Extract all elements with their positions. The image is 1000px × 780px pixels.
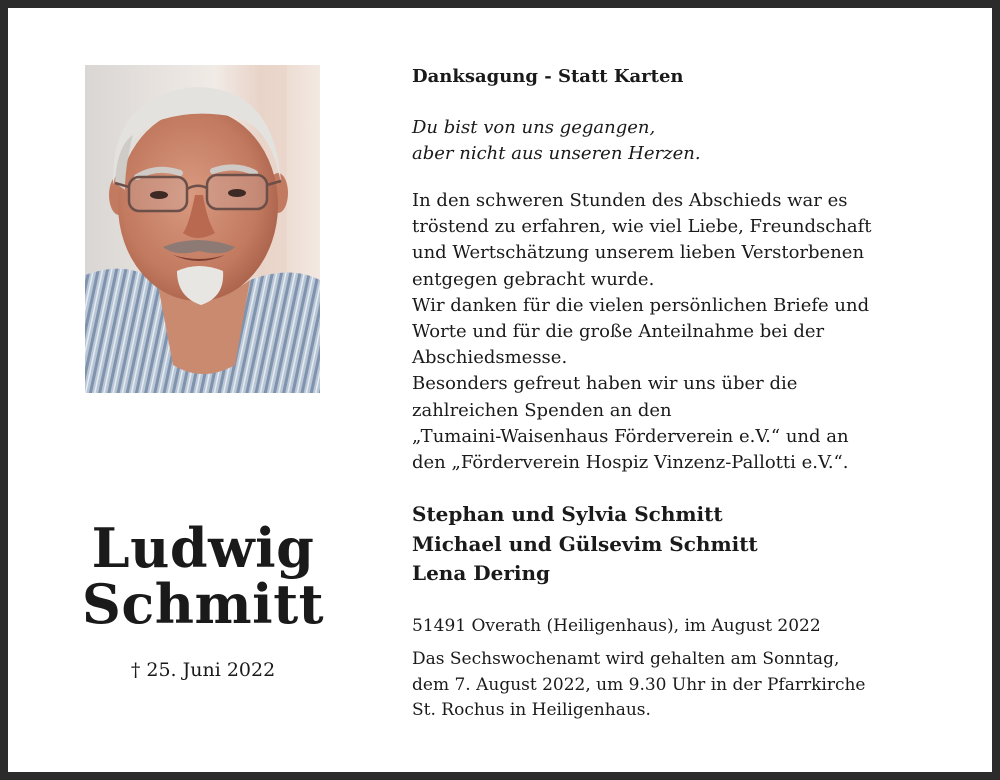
thanks-line: entgegen gebracht wurde. [412,268,655,290]
death-date: † 25. Juni 2022 [130,659,276,681]
signatories [412,500,972,589]
deceased-name [48,516,358,636]
deceased-last-name: Schmitt [81,572,325,636]
place-and-date: 51491 Overath (Heiligenhaus), im August 2022 [412,616,821,636]
notice-heading: Danksagung - Statt Karten [412,66,684,87]
thanks-line: In den schweren Stunden des Abschieds war es [412,190,848,211]
thanks-line: und Wertschätzung unserem lieben Verstorbenen [412,242,865,264]
mass-info [412,647,972,724]
mass-info-line: Das Sechswochenamt wird gehalten am Sonntag, [412,649,840,669]
thanks-line: Abschiedsmesse. [412,347,568,369]
signatory: Stephan und Sylvia Schmitt [412,502,723,526]
thanks-line: Wir danken für die vielen persönlichen Briefe und [412,294,870,316]
thanks-line: Besonders gefreut haben wir uns über die [412,373,798,395]
quote-line: aber nicht aus unseren Herzen. [412,143,701,164]
thanks-line: „Tumaini-Waisenhaus Förderverein e.V.“ und an [412,425,849,447]
thanks-line: Worte und für die große Anteilnahme bei der [412,321,825,343]
signatory: Lena Dering [412,561,550,585]
thanks-text [412,188,972,476]
deceased-first-name: Ludwig [91,516,315,580]
portrait-photo [85,65,320,393]
thanks-line: zahlreichen Spenden an den [412,399,672,421]
quote-line: Du bist von uns gegangen, [412,117,656,138]
signatory: Michael und Gülsevim Schmitt [412,531,758,556]
mass-info-line: dem 7. August 2022, um 9.30 Uhr in der Pfarrkirche [412,674,866,695]
thanks-line: den „Förderverein Hospiz Vinzenz-Pallotti e.V.“. [412,452,849,474]
obituary-card [8,8,992,772]
mass-info-line: St. Rochus in Heiligenhaus. [412,700,651,720]
thanks-line: tröstend zu erfahren, wie viel Liebe, Freundschaft [412,216,872,238]
memorial-quote [412,115,972,167]
